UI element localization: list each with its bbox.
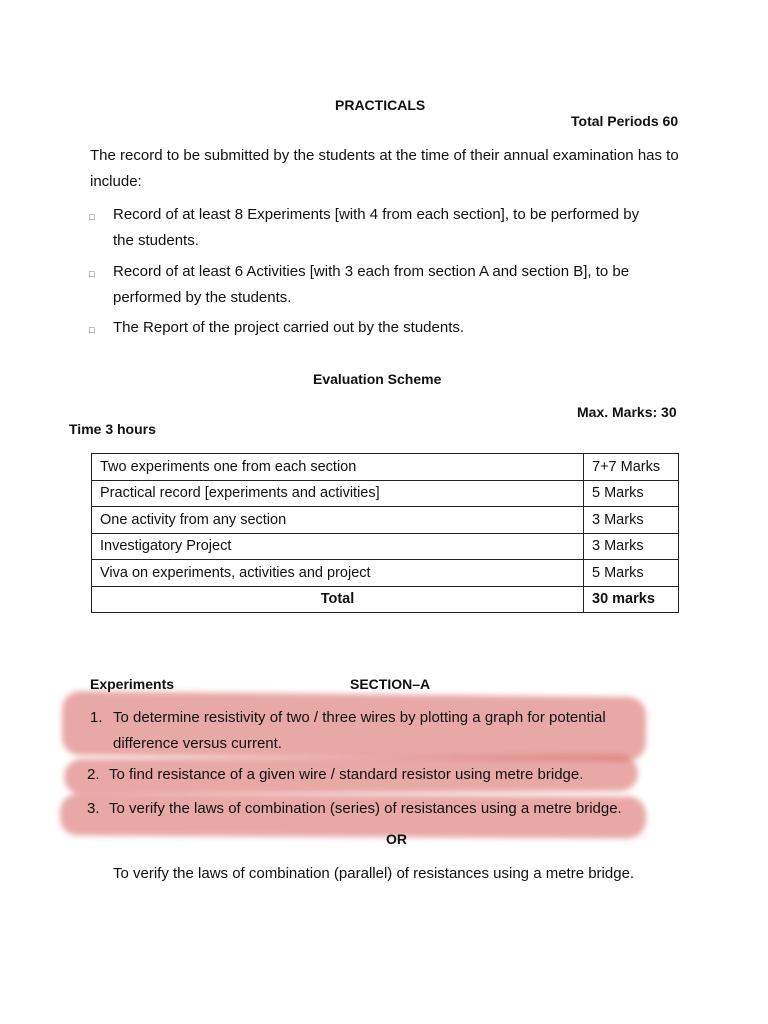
- table-cell-item: Practical record [experiments and activities]: [92, 480, 584, 507]
- list-item-continued: the students.: [113, 232, 199, 249]
- table-cell-item: Two experiments one from each section: [92, 454, 584, 481]
- experiments-heading: Experiments: [90, 676, 175, 692]
- table-total-row: [92, 586, 679, 613]
- page-title: PRACTICALS: [335, 97, 426, 113]
- list-item: The Report of the project carried out by the students.: [113, 319, 465, 336]
- or-label: OR: [386, 831, 407, 847]
- table-cell-item: Investigatory Project: [92, 533, 584, 560]
- list-item: To verify the laws of combination (series) of resistances using a metre bridge.: [109, 800, 622, 817]
- list-item-continued: performed by the students.: [113, 289, 292, 306]
- record-intro-line1: The record to be submitted by the students at the time of their annual examination has to: [90, 147, 679, 164]
- section-heading: SECTION–A: [350, 676, 431, 692]
- table-cell-marks: 5 Marks: [584, 560, 679, 587]
- total-periods: Total Periods 60: [571, 113, 679, 129]
- record-intro-line2: include:: [90, 173, 142, 190]
- table-row: [92, 533, 679, 560]
- list-item-continued: difference versus current.: [113, 735, 282, 752]
- table-cell-marks: 7+7 Marks: [584, 454, 679, 481]
- evaluation-table: [91, 453, 679, 613]
- table-row: [92, 480, 679, 507]
- list-item: To determine resistivity of two / three wires by plotting a graph for potential: [113, 709, 606, 726]
- list-item-number: 2.: [87, 766, 100, 783]
- alternative-experiment: To verify the laws of combination (parallel) of resistances using a metre bridge.: [113, 865, 635, 882]
- table-row: [92, 560, 679, 587]
- total-label: Total: [92, 586, 584, 613]
- exam-time: Time 3 hours: [69, 421, 156, 437]
- list-item: Record of at least 6 Activities [with 3 each from section A and section B], to be: [113, 263, 630, 280]
- total-marks: 30 marks: [584, 586, 679, 613]
- list-item-number: 3.: [87, 800, 100, 817]
- table-cell-item: Viva on experiments, activities and project: [92, 560, 584, 587]
- bullet-icon: □: [89, 269, 95, 279]
- table-cell-item: One activity from any section: [92, 507, 584, 534]
- table-cell-marks: 3 Marks: [584, 507, 679, 534]
- list-item-number: 1.: [90, 709, 103, 726]
- max-marks: Max. Marks: 30: [577, 404, 677, 420]
- list-item: Record of at least 8 Experiments [with 4 from each section], to be performed by: [113, 206, 640, 223]
- bullet-icon: □: [89, 212, 95, 222]
- table-cell-marks: 3 Marks: [584, 533, 679, 560]
- bullet-icon: □: [89, 325, 95, 335]
- table-row: [92, 454, 679, 481]
- table-row: [92, 507, 679, 534]
- evaluation-title: Evaluation Scheme: [313, 371, 442, 387]
- table-cell-marks: 5 Marks: [584, 480, 679, 507]
- list-item: To find resistance of a given wire / standard resistor using metre bridge.: [109, 766, 584, 783]
